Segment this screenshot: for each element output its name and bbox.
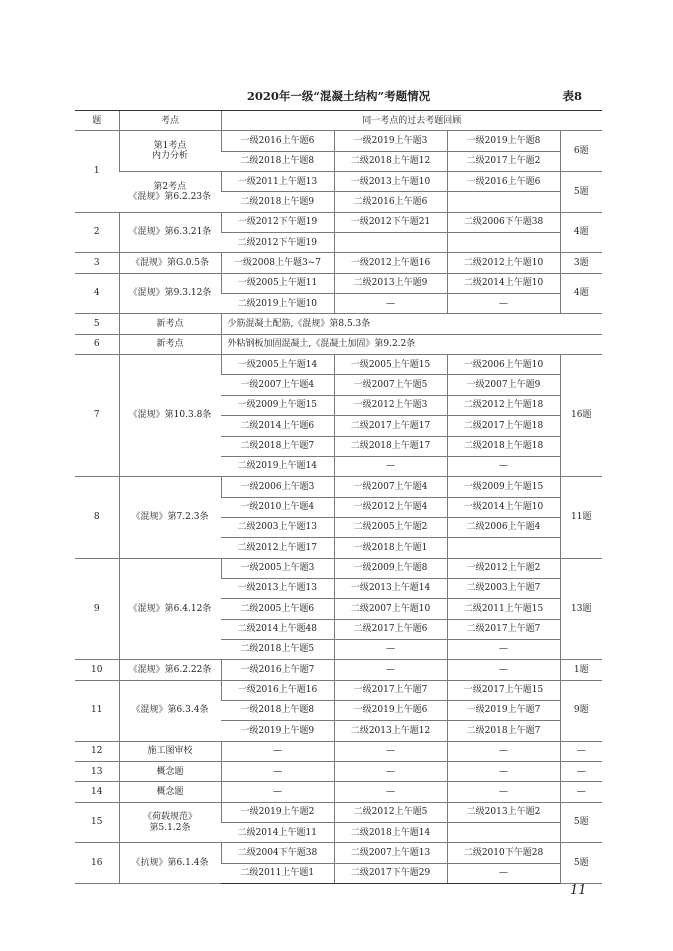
history-cell: 一级2010上午题4 [221, 497, 334, 517]
history-cell: 二级2004下午题38 [221, 843, 334, 863]
question-number: 16 [75, 843, 119, 884]
history-cell: 一级2016上午题6 [447, 172, 560, 192]
history-cell: 二级2012下午题19 [221, 233, 334, 253]
count-cell: 5题 [560, 843, 602, 884]
count-cell: — [560, 741, 602, 761]
question-number: 10 [75, 660, 119, 680]
count-cell: 11题 [560, 477, 602, 558]
history-cell: — [447, 863, 560, 883]
table-row [75, 660, 602, 680]
topic-cell: 第1考点 内力分析 [119, 131, 221, 172]
history-cell: 二级2018上午题17 [334, 436, 447, 456]
history-cell: 二级2018上午题5 [221, 639, 334, 659]
question-number: 9 [75, 558, 119, 660]
history-cell: — [334, 456, 447, 476]
history-cell: 一级2019上午题8 [447, 131, 560, 151]
history-cell: 二级2011上午题1 [221, 863, 334, 883]
question-number: 15 [75, 802, 119, 843]
history-cell: 一级2018上午题8 [221, 700, 334, 720]
table-row [75, 558, 602, 578]
history-cell: 一级2006上午题10 [447, 355, 560, 375]
topic-cell: 《抗规》第6.1.4条 [119, 843, 221, 884]
count-cell: 5题 [560, 802, 602, 843]
history-cell: 一级2016上午题16 [221, 680, 334, 700]
history-cell: 一级2005上午题3 [221, 558, 334, 578]
question-number: 13 [75, 762, 119, 782]
topic-cell: 《混规》第6.2.22条 [119, 660, 221, 680]
note-cell: 外粘钢板加固混凝土,《混凝土加固》第9.2.2条 [221, 334, 602, 354]
history-cell: — [447, 639, 560, 659]
history-cell: 一级2012上午题16 [334, 253, 447, 273]
count-cell: 4题 [560, 273, 602, 314]
table-row [75, 477, 602, 497]
history-cell [334, 233, 447, 253]
history-cell: 二级2018上午题14 [334, 823, 447, 843]
question-number: 3 [75, 253, 119, 273]
history-cell: 二级2003上午题7 [447, 578, 560, 598]
history-cell: 一级2008上午题3~7 [221, 253, 334, 273]
history-cell: 二级2018上午题12 [334, 151, 447, 171]
history-cell: 二级2006上午题4 [447, 517, 560, 537]
history-cell: 一级2019上午题2 [221, 802, 334, 822]
history-cell: 二级2013上午题2 [447, 802, 560, 822]
topic-cell: 《混规》第9.3.12条 [119, 273, 221, 314]
topic-cell: 《混规》第6.3.21条 [119, 212, 221, 253]
history-cell: 二级2011上午题15 [447, 599, 560, 619]
history-cell: 二级2012上午题17 [221, 538, 334, 558]
history-cell: 一级2019上午题9 [221, 721, 334, 741]
history-cell: 二级2014上午题11 [221, 823, 334, 843]
history-cell: — [334, 782, 447, 802]
table-row [75, 802, 602, 822]
history-cell: — [447, 762, 560, 782]
topic-cell: 施工图审校 [119, 741, 221, 761]
question-number: 2 [75, 212, 119, 253]
history-cell: 二级2018上午题9 [221, 192, 334, 212]
table-row [75, 762, 602, 782]
header-no: 题 [75, 111, 119, 131]
history-cell: — [221, 782, 334, 802]
history-cell: 一级2009上午题15 [447, 477, 560, 497]
count-cell: — [560, 782, 602, 802]
history-cell: 一级2016上午题6 [221, 131, 334, 151]
history-cell: 二级2012上午题5 [334, 802, 447, 822]
question-number: 8 [75, 477, 119, 558]
table-row [75, 782, 602, 802]
history-cell: 二级2012上午题10 [447, 253, 560, 273]
history-cell: 一级2012上午题2 [447, 558, 560, 578]
count-cell: 16题 [560, 355, 602, 477]
history-cell: — [334, 639, 447, 659]
exam-table [75, 110, 602, 884]
question-number: 6 [75, 334, 119, 354]
history-cell: — [221, 741, 334, 761]
history-cell: 二级2005上午题2 [334, 517, 447, 537]
history-cell: 一级2005上午题15 [334, 355, 447, 375]
history-cell: — [447, 294, 560, 314]
history-cell: 一级2019上午题6 [334, 700, 447, 720]
history-cell: 二级2014上午题6 [221, 416, 334, 436]
history-cell: 一级2012上午题3 [334, 395, 447, 415]
count-cell: 6题 [560, 131, 602, 172]
history-cell: — [447, 741, 560, 761]
history-cell: — [334, 741, 447, 761]
history-cell: 一级2012上午题4 [334, 497, 447, 517]
table-row [75, 212, 602, 232]
history-cell: 二级2012上午题18 [447, 395, 560, 415]
table-row [75, 253, 602, 273]
history-cell [447, 192, 560, 212]
history-cell: 二级2018上午题8 [221, 151, 334, 171]
table-label: 表8 [562, 89, 582, 103]
history-cell: 二级2019上午题14 [221, 456, 334, 476]
topic-cell: 新考点 [119, 314, 221, 334]
history-cell: 一级2009上午题15 [221, 395, 334, 415]
history-cell: 一级2007上午题5 [334, 375, 447, 395]
history-cell: 二级2007上午题10 [334, 599, 447, 619]
topic-cell: 《混规》第10.3.8条 [119, 355, 221, 477]
history-cell: 二级2017上午题18 [447, 416, 560, 436]
table-row [75, 131, 602, 151]
history-cell: 二级2003上午题13 [221, 517, 334, 537]
table-row [75, 273, 602, 293]
count-cell: 9题 [560, 680, 602, 741]
question-number: 4 [75, 273, 119, 314]
table-row [75, 172, 602, 192]
table-row [75, 843, 602, 863]
history-cell: — [447, 782, 560, 802]
history-cell: 一级2016上午题7 [221, 660, 334, 680]
header-history: 同一考点的过去考题回顾 [221, 111, 602, 131]
history-cell: — [447, 456, 560, 476]
topic-cell: 概念题 [119, 782, 221, 802]
history-cell: 一级2019上午题3 [334, 131, 447, 151]
history-cell: — [334, 762, 447, 782]
topic-cell: 概念题 [119, 762, 221, 782]
history-cell: 一级2013上午题13 [221, 578, 334, 598]
history-cell: 二级2018上午题7 [447, 721, 560, 741]
history-cell: 二级2005上午题6 [221, 599, 334, 619]
question-number: 7 [75, 355, 119, 477]
history-cell: 一级2013上午题10 [334, 172, 447, 192]
history-cell: 二级2013上午题9 [334, 273, 447, 293]
history-cell: 二级2017上午题7 [447, 619, 560, 639]
history-cell: 二级2018上午题7 [221, 436, 334, 456]
history-cell: 一级2007上午题9 [447, 375, 560, 395]
history-cell: 二级2007上午题13 [334, 843, 447, 863]
page-number: 11 [570, 883, 587, 898]
history-cell: 一级2005上午题11 [221, 273, 334, 293]
history-cell: 二级2017上午题6 [334, 619, 447, 639]
question-number: 12 [75, 741, 119, 761]
count-cell: 4题 [560, 212, 602, 253]
history-cell: 二级2014上午题48 [221, 619, 334, 639]
history-cell: — [221, 762, 334, 782]
table-title: 2020年一级“混凝土结构”考题情况 [246, 89, 431, 103]
history-cell: 一级2011上午题13 [221, 172, 334, 192]
history-cell: 一级2005上午题14 [221, 355, 334, 375]
history-cell: — [334, 660, 447, 680]
history-cell: — [447, 660, 560, 680]
history-cell: 一级2007上午题4 [334, 477, 447, 497]
history-cell: 二级2016上午题6 [334, 192, 447, 212]
history-cell: 二级2014上午题10 [447, 273, 560, 293]
table-row [75, 314, 602, 334]
question-number: 11 [75, 680, 119, 741]
question-number: 14 [75, 782, 119, 802]
header-topic: 考点 [119, 111, 221, 131]
history-cell: 二级2010下午题28 [447, 843, 560, 863]
history-cell: 一级2019上午题7 [447, 700, 560, 720]
topic-cell: 《混规》第G.0.5条 [119, 253, 221, 273]
history-cell: 一级2014上午题10 [447, 497, 560, 517]
question-number: 5 [75, 314, 119, 334]
history-cell [447, 233, 560, 253]
count-cell: 13题 [560, 558, 602, 660]
history-cell: 二级2013上午题12 [334, 721, 447, 741]
history-cell: 一级2012下午题19 [221, 212, 334, 232]
topic-cell: 《荷载规范》 第5.1.2条 [119, 802, 221, 843]
history-cell: 二级2018上午题18 [447, 436, 560, 456]
topic-cell: 《混规》第6.4.12条 [119, 558, 221, 660]
table-row [75, 355, 602, 375]
history-cell [447, 538, 560, 558]
note-cell: 少筋混凝土配筋,《混规》第8.5.3条 [221, 314, 602, 334]
topic-cell: 新考点 [119, 334, 221, 354]
history-cell: — [334, 294, 447, 314]
history-cell: 二级2019上午题10 [221, 294, 334, 314]
table-row [75, 741, 602, 761]
history-cell: 一级2018上午题1 [334, 538, 447, 558]
history-cell: 一级2017上午题15 [447, 680, 560, 700]
history-cell: 一级2013上午题14 [334, 578, 447, 598]
history-cell [447, 823, 560, 843]
history-cell: 二级2017上午题2 [447, 151, 560, 171]
table-header-row [75, 111, 602, 131]
history-cell: 二级2017上午题17 [334, 416, 447, 436]
question-number: 1 [75, 131, 119, 212]
topic-cell: 第2考点 《混规》第6.2.23条 [119, 172, 221, 213]
history-cell: 一级2006上午题3 [221, 477, 334, 497]
count-cell: 5题 [560, 172, 602, 213]
count-cell: 1题 [560, 660, 602, 680]
history-cell: 一级2017上午题7 [334, 680, 447, 700]
topic-cell: 《混规》第7.2.3条 [119, 477, 221, 558]
count-cell: 3题 [560, 253, 602, 273]
history-cell: 一级2007上午题4 [221, 375, 334, 395]
history-cell: 一级2012下午题21 [334, 212, 447, 232]
table-caption [75, 88, 602, 108]
history-cell: 二级2006下午题38 [447, 212, 560, 232]
history-cell: 二级2017下午题29 [334, 863, 447, 883]
topic-cell: 《混规》第6.3.4条 [119, 680, 221, 741]
table-row [75, 334, 602, 354]
count-cell: — [560, 762, 602, 782]
history-cell: 一级2009上午题8 [334, 558, 447, 578]
table-row [75, 680, 602, 700]
